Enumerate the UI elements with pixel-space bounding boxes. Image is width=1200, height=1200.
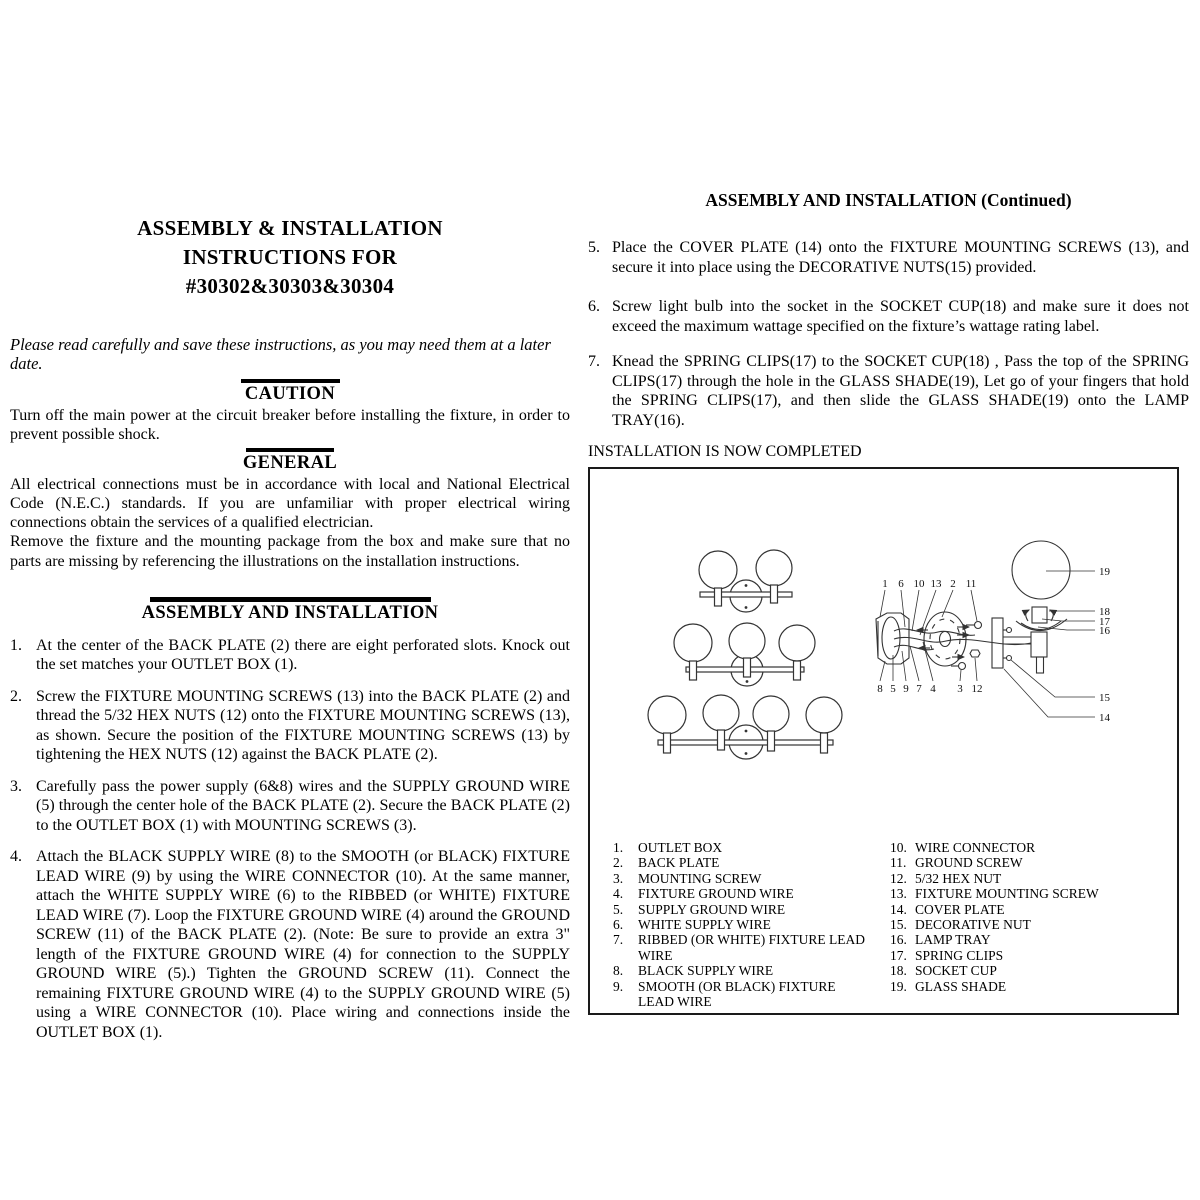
part-number: 7. (613, 932, 624, 948)
general-heading: GENERAL (242, 452, 338, 473)
part-number: 5. (613, 901, 624, 917)
fixture-diagram (590, 469, 1177, 839)
part-number: 3. (613, 870, 624, 886)
completed-statement: INSTALLATION IS NOW COMPLETED (588, 443, 862, 460)
part-number: 4. (613, 886, 624, 902)
part-item-9 (613, 979, 888, 1010)
part-item-4 (613, 886, 888, 901)
callout-leader-lines (880, 571, 1095, 717)
step-7 (588, 352, 1189, 430)
fixture-three-light-illustration (674, 623, 815, 686)
title-line-1: ASSEMBLY & INSTALLATION (137, 216, 443, 240)
part-number: 6. (613, 917, 624, 933)
part-number: 14. (890, 901, 907, 917)
part-item-16 (890, 932, 1154, 947)
callout-16: 16 (1099, 625, 1110, 637)
part-name: BACK PLATE (638, 855, 720, 871)
callout-9: 9 (903, 683, 909, 695)
part-name: SOCKET CUP (915, 963, 997, 979)
part-item-5 (613, 902, 888, 917)
step-3 (10, 777, 570, 836)
step-1-text: At the center of the BACK PLATE (2) there are eight perforated slots. Knock out the set matches your OUTLET BOX (1). (36, 636, 570, 674)
part-name: OUTLET BOX (638, 840, 723, 855)
callout-18: 18 (1099, 606, 1110, 618)
step-6-text: Screw light bulb into the socket in the SOCKET CUP(18) and make sure it does not exceed the maximum wattage specified on the fixture’s wattage rating label. (612, 298, 1189, 335)
part-item-14 (890, 902, 1154, 917)
part-item-15 (890, 917, 1154, 932)
document-title (10, 214, 570, 301)
caution-text: Turn off the main power at the circuit breaker before installing the fixture, in order to prevent possible shock. (10, 407, 570, 444)
part-number: 15. (890, 917, 907, 933)
part-name: 5/32 HEX NUT (915, 870, 1002, 886)
step-2-text: Screw the FIXTURE MOUNTING SCREWS (13) into the BACK PLATE (2) and thread the 5/32 HEX NUTS (12) onto the FIXTURE MOUNTING SCREWS (13), as shown. Secure the position of the FIXTURE MOUNTING SCREWS (13) by tightening the HEX NUTS (12) against the BACK PLATE (2). (36, 687, 570, 764)
step-4-text: Attach the BLACK SUPPLY WIRE (8) to the SMOOTH (or BLACK) FIXTURE LEAD WIRE (9) by using the WIRE CONNECTOR (10). At the same manner, attach the WHITE SUPPLY WIRE (6) to the RIBBED (or WHITE) FIXTURE LEAD WIRE (7). Loop the FIXTURE GROUND WIRE (4) around the GROUND SCREW (11) of the BACK PLATE (2). (Note: Be sure to provide an extra 3" length of the FIXTURE GROUND WIRE (4) for connection to the SUPPLY GROUND WIRE (5).) Tighten the GROUND SCREW (11). Connect the remaining FIXTURE GROUND WIRE (4) to the SUPPLY GROUND WIRE (5) using a WIRE CONNECTOR (10). Place wiring and connections inside the OUTLET BOX (1). (36, 848, 570, 1041)
part-item-17 (890, 948, 1154, 963)
callout-3: 3 (957, 683, 963, 695)
part-name: FIXTURE MOUNTING SCREW (915, 886, 1099, 902)
part-item-6 (613, 917, 888, 932)
callout-14: 14 (1099, 712, 1110, 724)
part-item-19 (890, 979, 1154, 994)
fixture-four-light-illustration (648, 695, 842, 759)
part-name: DECORATIVE NUT (915, 917, 1031, 933)
step-6 (588, 297, 1189, 336)
part-name: SMOOTH (OR BLACK) FIXTURE LEAD WIRE (638, 978, 836, 1010)
diagram-box (588, 467, 1179, 1015)
callout-12: 12 (971, 683, 983, 695)
part-name: BLACK SUPPLY WIRE (638, 963, 774, 979)
callout-2: 2 (950, 578, 956, 590)
part-number: 10. (890, 840, 907, 855)
step-1 (10, 636, 570, 675)
part-number: 9. (613, 978, 624, 994)
part-number: 2. (613, 855, 624, 871)
parts-list-left (590, 840, 888, 1009)
caution-heading: CAUTION (244, 384, 336, 404)
part-name: RIBBED (OR WHITE) FIXTURE LEAD WIRE (638, 932, 865, 963)
step-7-number: 7. (588, 353, 600, 370)
part-item-13 (890, 886, 1154, 901)
part-name: SUPPLY GROUND WIRE (638, 901, 786, 917)
part-item-2 (613, 855, 888, 870)
general-divider (246, 448, 334, 452)
fixture-two-light-illustration (699, 550, 792, 612)
intro-note: Please read carefully and save these instructions, as you may need them at a later date. (10, 335, 551, 373)
step-3-number: 3. (10, 777, 22, 795)
step-7-text: Knead the SPRING CLIPS(17) to the SOCKET CUP(18) , Pass the top of the SPRING CLIPS(17) through the hole in the GLASS SHADE(19), Let go of your fingers that hold the SPRING CLIPS(17), and then slide the GLASS SHADE(19) onto the LAMP TRAY(16). (612, 353, 1189, 429)
remove-fixture-text: Remove the fixture and the mounting package from the box and make sure that no parts are missing by referencing the illustrations on the installation instructions. (10, 533, 570, 570)
callout-11: 11 (965, 578, 977, 590)
part-name: SPRING CLIPS (915, 947, 1004, 963)
caution-divider (241, 379, 340, 383)
part-number: 8. (613, 963, 624, 979)
callout-19: 19 (1099, 566, 1110, 578)
part-name: GROUND SCREW (915, 855, 1023, 871)
callout-8: 8 (877, 683, 883, 695)
part-name: LAMP TRAY (915, 932, 991, 948)
step-4-number: 4. (10, 848, 22, 866)
part-number: 18. (890, 963, 907, 979)
part-number: 1. (613, 840, 624, 855)
parts-list-right (888, 840, 1154, 1009)
title-line-3: #30302&30303&30304 (185, 274, 395, 298)
callout-4: 4 (930, 683, 936, 695)
callout-6: 6 (898, 578, 904, 590)
title-line-2: INSTRUCTIONS FOR (182, 245, 398, 269)
step-2-number: 2. (10, 687, 22, 705)
part-name: MOUNTING SCREW (638, 870, 762, 886)
part-number: 19. (890, 978, 907, 994)
step-2 (10, 687, 570, 765)
part-name: WIRE CONNECTOR (915, 840, 1036, 855)
callout-1: 1 (882, 578, 888, 590)
assembly-heading: ASSEMBLY AND INSTALLATION (141, 602, 439, 623)
part-number: 12. (890, 870, 907, 886)
part-item-18 (890, 963, 1154, 978)
callout-5: 5 (890, 683, 896, 695)
assembly-divider (150, 597, 431, 602)
callout-7: 7 (916, 683, 922, 695)
part-name: GLASS SHADE (915, 978, 1007, 994)
step-3-text: Carefully pass the power supply (6&8) wires and the SUPPLY GROUND WIRE (5) through the center hole of the BACK PLATE (2). Secure the BACK PLATE (2) to the OUTLET BOX (1) with MOUNTING SCREWS (3). (36, 777, 570, 834)
callout-10: 10 (913, 578, 925, 590)
step-1-number: 1. (10, 636, 22, 654)
part-number: 17. (890, 947, 907, 963)
part-number: 13. (890, 886, 907, 902)
callout-13: 13 (930, 578, 942, 590)
exploded-view-illustration (876, 541, 1070, 673)
part-item-3 (613, 871, 888, 886)
part-item-1 (613, 840, 888, 855)
part-item-11 (890, 855, 1154, 870)
left-column (10, 0, 570, 1042)
step-4 (10, 847, 570, 1042)
right-column (588, 0, 1189, 1015)
part-name: COVER PLATE (915, 901, 1005, 917)
general-text: All electrical connections must be in accordance with local and National Electrical Code (N.E.C.) standards. If you are unfamiliar with proper electrical wiring connections obtain the services of a qualified electrician. (10, 475, 570, 532)
part-item-8 (613, 963, 888, 978)
step-6-number: 6. (588, 298, 600, 315)
step-5 (588, 238, 1189, 277)
continued-heading: ASSEMBLY AND INSTALLATION (Continued) (705, 190, 1072, 210)
part-item-10 (890, 840, 1154, 855)
part-number: 11. (890, 855, 907, 871)
part-number: 16. (890, 932, 907, 948)
part-name: FIXTURE GROUND WIRE (638, 886, 794, 902)
callout-numbers (877, 566, 1110, 724)
part-item-7 (613, 932, 888, 963)
callout-17: 17 (1099, 616, 1110, 628)
part-item-12 (890, 871, 1154, 886)
step-5-text: Place the COVER PLATE (14) onto the FIXTURE MOUNTING SCREWS (13), and secure it into place using the DECORATIVE NUTS(15) provided. (612, 239, 1189, 276)
part-name: WHITE SUPPLY WIRE (638, 917, 771, 933)
callout-15: 15 (1099, 692, 1110, 704)
parts-list (590, 840, 1177, 1009)
step-5-number: 5. (588, 239, 600, 256)
